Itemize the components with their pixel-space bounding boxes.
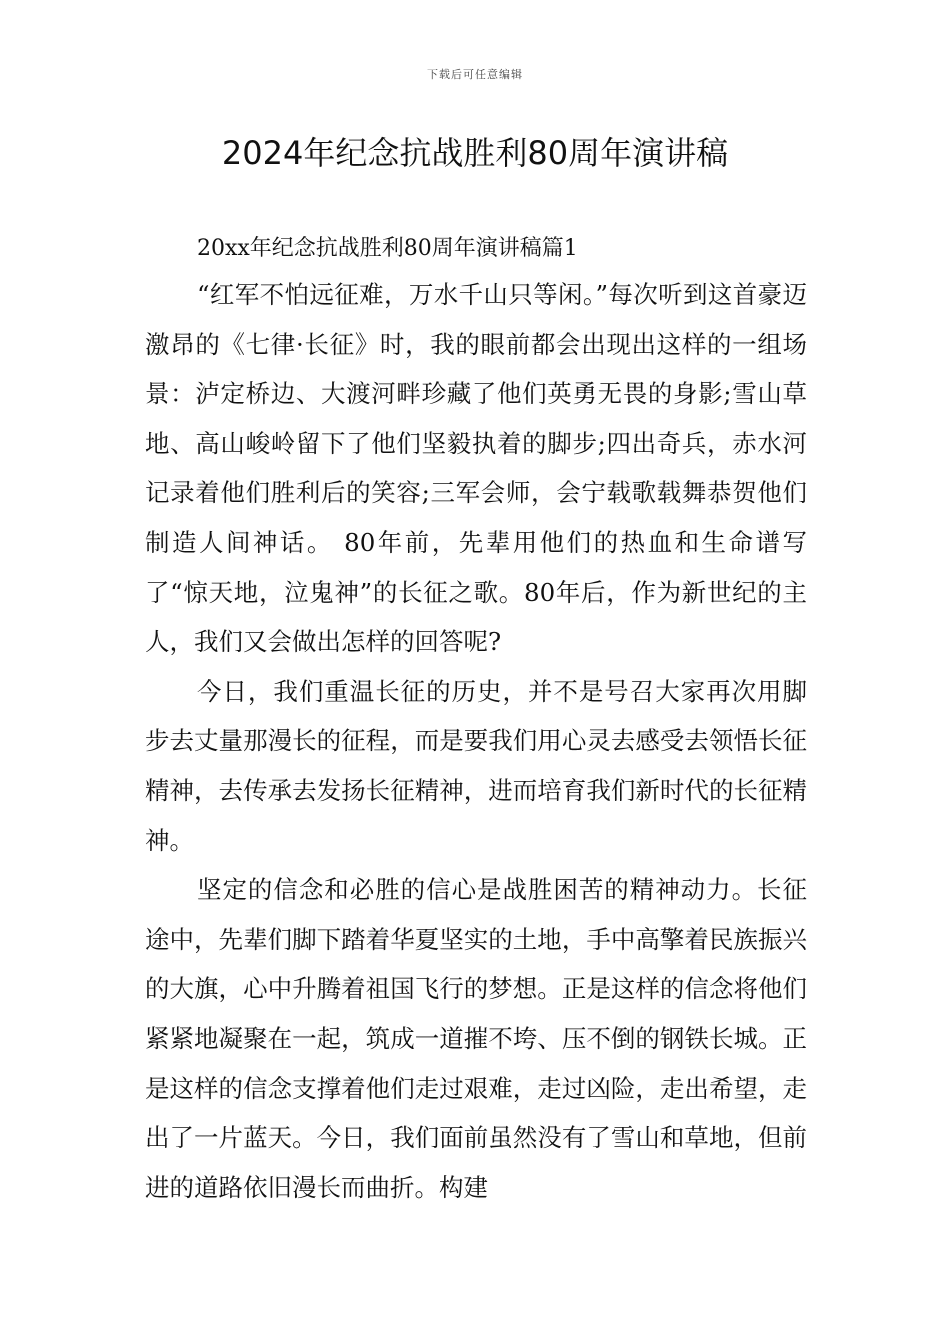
paragraph-3: 坚定的信念和必胜的信心是战胜困苦的精神动力。长征途中，先辈们脚下踏着华夏坚实的土地，手中高擎着民族振兴的大旗，心中升腾着祖国飞行的梦想。正是这样的信念将他们紧紧地凝聚在一起，筑成一道摧不垮、压不倒的钢铁长城。正是这样的信念支撑着他们走过艰难，走过凶险，走出希望，走出了一片蓝天。今日，我们面前虽然没有了雪山和草地，但前进的道路依旧漫长而曲折。构建 (145, 875, 807, 1202)
paragraph-1: “红军不怕远征难，万水千山只等闲。”每次听到这首豪迈激昂的《七律·长征》时，我的眼前都会出现出这样的一组场景：泸定桥边、大渡河畔珍藏了他们英勇无畏的身影;雪山草地、高山峻岭留下了他们坚毅执着的脚步;四出奇兵，赤水河记录着他们胜利后的笑容;三军会师，会宁载歌载舞恭贺他们制造人间神话。 80年前，先辈用他们的热血和生命谱写了“惊天地，泣鬼神”的长征之歌。80年后，作为新世纪的主人，我们又会做出怎样的回答呢? (145, 280, 807, 657)
header-note: 下载后可任意编辑 (427, 68, 523, 81)
paragraph-2: 今日，我们重温长征的历史，并不是号召大家再次用脚步去丈量那漫长的征程，而是要我们用心灵去感受去领悟长征精神，去传承去发扬长征精神，进而培育我们新时代的长征精神。 (145, 676, 807, 855)
document-title: 2024年纪念抗战胜利80周年演讲稿 (221, 134, 729, 172)
document-body (145, 228, 807, 1212)
section-subheading: 20xx年纪念抗战胜利80周年演讲稿篇1 (197, 236, 578, 261)
